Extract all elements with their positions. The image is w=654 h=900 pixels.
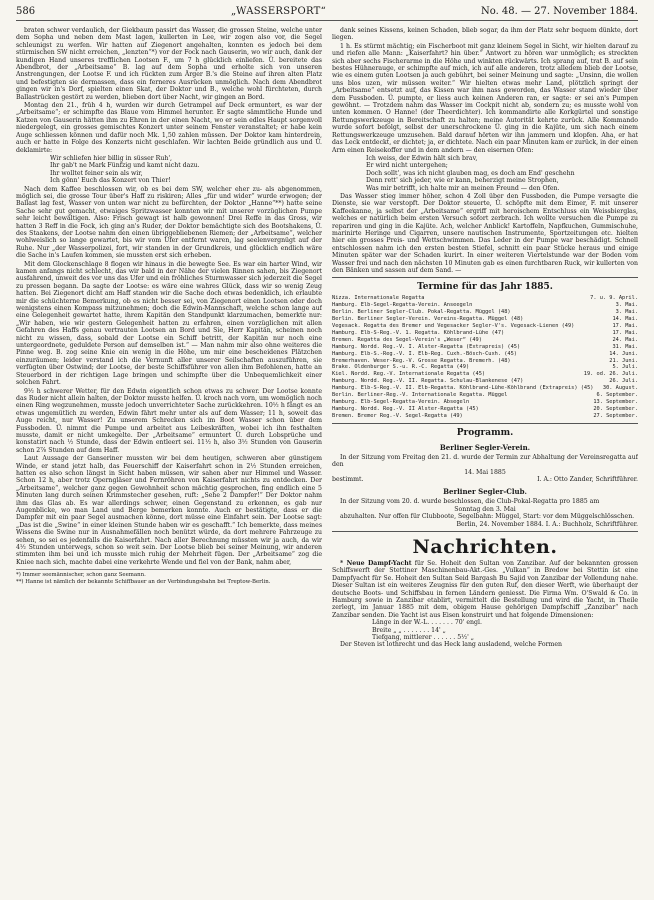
- paragraph: 1 h. Es stürmt mächtig; ein Fischerboot mit ganz kleinem Segel in Sicht, wir hielten darauf zu und riefen alle Mann: „Kaiserfahrt? hin über.“ Antwort zu hören war unmöglich; es streckten sich aber sechs Fischerarme in die Höhe und winkten rückwärts. Ich sprang auf, trat B. auf sein bestes Hühnerauge, er schimpfte auf mich, ich auf alle anderen, trotz alledem blieb der Lootse, wie es einem guten Lootsen ja auch gebührt, bei seiner Meinung und sagte: „Unsinn, die wollen uns blos uzen, wir müssen weiter.“ Wir hielten etwas mehr Land, plötzlich springt der „Arbeitsame“ entsetzt auf, das Kissen war ihm nass geworden, das Wasser stand wieder über dem Fussboden. Ü. pumpte, er liess auch keinen Anderen ran, er sagte: er sei an's Pumpen gewöhnt. — Trotzdem nahm das Wasser im Cockpit nicht ab, sondern zu; es musste wohl von unten kommen. O Hanne! (der Theerdichter). Ich kommandirte alle Korkgürtel und sonstige Rettungswerkzeuge in Bereitschaft zu halten; meine Autorität kehrte zurück. Alle Kommando wurde sofort befolgt, selbst der unerschrockene Ü. ging in die Kajüte, um sich nach einem Rettungswerkzeuge umzusehen. Bald darauf hörten wir ihn jammern und klopfen. Aha, er hat das Leck entdeckt, er dichtet; ja, er dichtete. Nach ein paar Minuten kam er zurück, in der einen Arm einen Reisekoffer und in dem andern — den eisernen Ofen:: [332, 42, 638, 154]
- termine-row: [332, 358, 638, 365]
- termine-row: [332, 309, 638, 316]
- bsc-text: In der Sitzung vom 20. d. wurde beschlossen, die Club-Pokal-Regatta pro 1885 am: [340, 498, 600, 506]
- termine-date: 24. Mai.: [612, 336, 638, 343]
- termine-event: Vegesack. Regatta des Bremer und Vegesacker Segler-V's. Vegesack-Lienen (49): [332, 323, 575, 330]
- termine-row: [332, 413, 638, 420]
- issue-line: No. 48. — 27. November 1884.: [480, 6, 638, 17]
- bsc-signature: Berlin, 24. November 1884. I. A.: Buchholz, Schriftführer.: [456, 520, 638, 528]
- bsv-date: 14. Mai 1885: [464, 468, 506, 476]
- left-column: [16, 27, 322, 897]
- right-column: [332, 27, 638, 897]
- paragraph: Das Wasser stieg immer höher, schon 4 Zoll über den Fussboden, die Pumpe versagte die Dienste, sie war verstopft. Der Doktor steuerte, Ü. schöpfte mit dem Eimer, F. mit unserer Kaffeekanne, ja selbst der „Arbeitsame“ ergriff mit heroischem Entschluss ein Weissbierglas, welches er natürlich beim ersten Versuch sofort zerbrach. Ich wollte versuchen die Pumpe zu repariren und ging in die Kajüte. Ach, welcher Anblick! Kartoffeln, Napfkuchen, Gummischuhe, marinirte Heringe und Cigarren, unsere nautischen Instrumente, Sportzeitungen etc. hielten hier ein grosses Preis- und Wettschwimmen. Das Leder in der Pumpe war beschädigt. Schnell entschlossen nahm ich den ersten besten Stiefel, schnitt ein paar Stücke heraus und einige Minuten später war der Schaden kurirt. In einer weiteren Viertelstunde war der Boden vom Wasser frei und nach den nächsten 10 Minuten gab es einen furchtbaren Ruck, wir kullerten von den Bänken und sassen auf dem Sand. —: [332, 192, 638, 274]
- termine-date: 27. September.: [593, 412, 638, 419]
- yacht-dimensions: [332, 619, 638, 641]
- poem: [332, 155, 638, 192]
- termine-row: [332, 351, 638, 358]
- termine-table: [332, 295, 638, 419]
- termine-event: Kiel. Nordd. Reg.-V. Internationale Regatta (45): [332, 371, 486, 378]
- news-item-label: * Neue Dampf-Yacht: [340, 559, 412, 567]
- termine-event: Bremerhaven. Weser-Reg.-V. Grosse Regatta. Bremerh. (48): [332, 357, 511, 364]
- bsv-notice: [332, 454, 638, 484]
- termine-event: Hamburg. Nordd. Reg.-V. II. Regatta. Schulau-Blankenese (47): [332, 378, 524, 385]
- termine-row: [332, 371, 638, 378]
- termine-date: 6. September.: [596, 392, 638, 399]
- poem-line: Ich weiss, der Edwin hält sich brav,: [366, 154, 478, 162]
- bsv-sign-right: I. A.: Otto Zander, Schriftführer.: [537, 475, 638, 483]
- paragraph: 9½ h schwerer Wetter, für den Edwin eigentlich schon etwas zu schwer. Der Lootse konnte das Ruder nicht allein halten, der Doktor musste helfen. Ü. kroch nach vorn, um womöglich noch einen Ring wegzunehmen, musste jedoch unverrichteter Sache zurückkehren. 10½ h fängt es an etwas ungemütlich zu werden, Edwin fährt mehr unter als auf dem Wasser; 11 h, soweit das Auge reicht, nur Wasser! Zu unserem Schrecken sich im Boot Wasser schon über dem Fussboden. Ü. nimmt die Pumpe und arbeitet aus Leibeskräften, wobei ich ihn festhalten musste, damit er nicht umkegelte. Der „Arbeitsame“ ermuntert Ü. durch Lobsprüche und konstatirt nach ½ Stunde, dass der Edwin entleert sei. 11½ h, also 3½ Stunden von Gauserin schon 2⅞ Stunden auf dem Haff.: [16, 387, 322, 454]
- termine-event: Hamburg. Elb-Segel-Regatta-Verein. Absegeln: [332, 399, 470, 405]
- termine-row: [332, 323, 638, 330]
- termine-event: Berlin. Berliner Segler-Verein. Vereins-Regatta. Müggel (48): [332, 316, 524, 323]
- termine-event: Nizza. Internationale Regatta: [332, 295, 425, 302]
- poem-line: Wir schliefen hier billig in süsser Ruh',: [50, 154, 172, 162]
- termine-heading: Termine für das Jahr 1885.: [417, 282, 553, 293]
- termine-event: Hamburg. Elb-S.-Reg.-V. I. Elb-Reg. Cuxh.-Bösch-Cuxh. (45): [332, 350, 517, 357]
- paragraph: Laut Aussage der Ganseriner mussten wir bei dem heutigen, schweren aber günstigem Winde, er stand jetzt halb, das Feuerschiff der Kaiserfahrt schon in 2½ Stunden erreichen, hatten es also schon längst in Sicht haben müssen, wir sahen aber nur Himmel und Wasser. Schon 12 h, aber trotz Operngläser und Fernröhren von Kaiserfahrt nichts zu entdecken. Der „Arbeitsame“, welcher ganz gegen Gewohnheit schon mächtig gesprochen, fing endlich eine 5 Minuten lang durch seinen Krimmstecher gesehen, ruft: „Sehe 2 Dampfer!“ Der Doktor nahm ihm das Glas ab. Es war allerdings schwer, einen Gegenstand zu erkennen, es gab nur Augenblicke, wo man Land und Berge bemerken konnte. Auch er bestätigte, dass er die Dampfer mit ein paar Segel ausmachen könne, dort müsse eine Einfahrt sein. Der Lootse sagt: „Das ist die „Swine“ in einer kleinen Stunde haben wir es geschafft.“ Ich bemerkte, dass meines Wissens die Swine nur in Ausnahmefällen noch benützt würde, da dort mehrere Fahrzeuge zu sehen, so sei es jedenfalls die Kaiserfahrt. Nach aller Berechnung müssten wir ja auch, da wir 4½ Stunden unterwegs, schon so weit sein. Der Lootse blieb bei seiner Meinung, wir anderen stimmten ihm bei und ich musste mich ruhig der Mehrheit fügen. Der „Arbeitsame“ zog die Kniee nach sich, machte dabei eine verkehrte Wende und fiel von der Bank, nahm aber,: [16, 455, 322, 566]
- termine-event: Bremen. Bremer Reg.-V. Segel-Regatta (49): [332, 412, 463, 419]
- termine-row: [332, 330, 638, 337]
- termine-date: 19. od. 26. Juli.: [583, 371, 638, 378]
- poem-line: Doch sollt', was ich nicht glauben mag, es doch am End' geschehn: [366, 169, 575, 177]
- termine-event: Berlin. Berliner Segler-Club. Pokal-Regatta. Müggel (48): [332, 309, 511, 316]
- bsc-text2: abzuhalten. Nur offen für Clubboote, Segelbahn: Müggel, Start: vor dem Müggelschlösschen.: [340, 513, 635, 521]
- divider: [332, 277, 638, 278]
- termine-event: Hamburg. Nordd. Reg.-V. II Alster-Regatta (45): [332, 405, 479, 412]
- termine-event: Bremen. Regatta des Segel-Verein's „Weser“ (49): [332, 336, 482, 343]
- news-item: [332, 560, 638, 619]
- poem: [16, 155, 322, 185]
- footnote: *) Immer seemännischer, schon ganz Seemann.: [16, 572, 146, 579]
- dimension-row: Tiefgang, mittlerer . . . . . . 5½' „: [372, 634, 475, 642]
- termine-row: [332, 399, 638, 406]
- page-number: 586: [16, 6, 36, 17]
- termine-date: 17. Mai.: [612, 329, 638, 336]
- divider: [332, 423, 638, 424]
- two-column-body: [16, 27, 638, 897]
- nachrichten-heading: Nachrichten.: [412, 535, 558, 558]
- poem-line: Was mir betrifft, ich halte mir an meinen Freund — den Ofen.: [366, 184, 560, 192]
- termine-row: [332, 406, 638, 413]
- termine-date: 3. Mai.: [615, 302, 638, 309]
- termine-row: [332, 378, 638, 385]
- termine-row: [332, 385, 638, 392]
- termine-date: 30. August.: [602, 385, 638, 392]
- termine-date: 3. Mai.: [615, 309, 638, 316]
- dimension-row: Länge in der W.-L. . . . . . . 70' engl.: [372, 619, 482, 627]
- bsc-heading: Berliner Segler-Club.: [443, 487, 527, 497]
- programm-heading: Programm.: [456, 427, 514, 438]
- poem-line: Ihr wolltet feiner sein als wir,: [50, 169, 143, 177]
- termine-date: 31. Mai.: [612, 343, 638, 350]
- paragraph: Montag den 21., früh 4 h, wurden wir durch Getrampel auf Deck ermuntert, es war der „Arbeitsame“; er schimpfte das Blaue vom Himmel herunter. Er sagte sämmtliche Hunde und Katzen von Gauserin hätten ihm zu Ehren in der einen Nacht, wo er sein edles Haupt sorgenvoll niedergelegt, ein grosses gemischtes Konzert unter seinem Fenster veranstaltet; er habe kein Auge schliessen können und dafür noch Mk. 1,50 zahlen müssen. Der Doktor kam hinterdrein, auch er hatte in Folge des Konzerts nicht geschlafen. Wir lachten Beide gründlich aus und Ü. deklamirte:: [16, 102, 322, 154]
- termine-event: Hamburg. Elb-S-Reg.-V. II. Elb-Regatta. Köhlbrand-Lühe-Köhlbrand (Extrapreis) (45): [332, 385, 594, 392]
- termine-row: [332, 392, 638, 399]
- bsc-notice: [332, 498, 638, 528]
- termine-event: Hamburg. Nordd. Reg.-V. I. Alster-Regatta (Extrapreis) (45): [332, 343, 521, 350]
- termine-date: 14. Mai.: [612, 316, 638, 323]
- termine-event: Hamburg. Elb-S-Reg.-V. 1. Regatta. Köhlbrand-Lühe (47): [332, 329, 505, 336]
- poem-line: Ihr gab't ne Mark Fünfzig und kamt nicht dazu.: [50, 162, 200, 170]
- paragraph: Mit dem Glockenschlage 8 flogen wir hinaus in die bewegte See. Es war ein harter Wind, wir kamen anfangs nicht schlecht, das wir bald in der Nähe der vielen Rinnen sahen, bis Ziegenort ausfahrend, unweit des vor uns das Ufer und ein fröhliches Sturmwasser sich jederzeit die Segel zu pressen begann. Da sagte der Lootse: es wäre eine wahres Glück, dass wir so wenig Zeug hatten. Bei Ziegenort dicht am Haff standen wir die Sache doch etwas bedenklich, ich erlaubte mir die schüchterne Bemerkung, ob es nicht besser sei, von Ziegenort einen Lootsen oder doch wenigstens einen Kompass mitzunehmen; doch die Edwin-Mannschaft, welche schon lange auf eine Gelegenheit gewartet hatte, ihrem Kapitän den Standpunkt klarzumachen, bemerkte nur: „Wir haben, wie wir gestern Gelegenheit hatten zu erfahren, einen vorzüglichen mit allen Gefahren des Haffs genau vertrauten Lootsen an Bord und Sie, Herr Kapitän, scheinen noch nicht zu wissen, dass, sobald der Lootse ein Schiff betritt, der Kapitän nur noch eine untergeordnete, geduldete Person auf demselben ist.“ — Man nahm mir also ohne weiteres die Pinne weg. B. zog seine Knie ein wenig in die Höhe, um mir eine bescheidenes Plätzchen einzuräumen; leider verstand ich die Vernunft aller unserer Seilschaften auszuführen, sie verfügten über Ostwind; der Lootse, der beste Schiffsführer von allen ihm Befohlenen, hatte an Steuerbord in der richtigen Lage bringen und schimpfte über die Unbequemlichkeit einer solchen Fahrt.: [16, 260, 322, 387]
- bsc-date: Sonntag den 3. Mai: [454, 505, 516, 513]
- dimension-row: Breite „ „ . . . . . . . 14' „: [372, 626, 446, 634]
- poem-line: Ich gönn' Euch das Konzert von Thier!: [50, 177, 171, 185]
- bsv-signature: [332, 476, 638, 483]
- paragraph: dank seines Kissens, keinen Schaden, blieb sogar, da ihm der Platz sehr bequem dünkte, dort liegen.: [332, 27, 638, 42]
- termine-event: Brake. Oldenburger S.-u. R.-C. Regatta (49): [332, 364, 470, 371]
- termine-date: 14. Juni.: [609, 350, 638, 357]
- termine-row: [332, 295, 638, 302]
- termine-event: Hamburg. Elb-Segel-Regatta-Verein. Anseegeln: [332, 302, 473, 309]
- termine-date: 21. Juni.: [609, 357, 638, 364]
- page-header: [16, 6, 638, 21]
- paragraph: braten schwer verdaulich, der Giekbaum passirt das Wasser, die grossen Steine, welche unter dem Sopha und neben dem Mast lagen, kullerten in Lee, wir zogen also vor, die Segel schleunigst zu werfen. Wir hatten auf Ziegenort angehalten, konnten es jedoch bei dem stürmischen SW nicht erreichen, „lenzten“*) vor der Fock nach Gauserin, wo wir auch, dank der kundigen Hand unseres trefflichen Lootsen F., um 7 h glücklich einliefen. Ü. bereitete das Abendbrot, der „Arbeitsame“ B. lag auf dem Sopha und erholte sich von unseren Anstrengungen, der Lootse F. und ich rückten zum Ärger B.'s die Steine auf ihren alten Platz und befestigten sie dermassen, dass ein ferneres Ausrücken unmöglich. Nach dem Abendbrot gingen wir in's Dorf, spielten einen Skat, der Doktor und B., welche wohl fürchteten, durch Ballastrücken gestört zu werden, blieben dort über Nacht, wir gingen an Bord.: [16, 27, 322, 101]
- termine-date: 20. September.: [593, 405, 638, 412]
- termine-row: [332, 337, 638, 344]
- divider: [332, 531, 638, 532]
- termine-date: 26. Juli.: [609, 378, 638, 385]
- bsv-text: In der Sitzung vom Freitag den 21. d. wurde der Termin zur Abhaltung der Vereinsregatta auf den: [332, 453, 638, 469]
- bsv-heading: Berliner Segler-Verein.: [439, 442, 531, 452]
- termine-date: 5. Juli.: [612, 364, 638, 371]
- news-item-continuation: Der Steven ist lothrecht und das Heck lang ausladend, welche Formen: [340, 641, 563, 649]
- footnotes: [16, 569, 322, 585]
- news-item-text: für Se. Hoheit den Sultan von Zanzibar. Auf der bekannten grossen Schiffswerft der Stettiner Maschinenbau-Akt.-Ges. „Vulkan“ in Bredow bei Stettin ist eine Dampfyacht für Se. Hoheit den Sultan Seid Bargash Bu Sajid von Zanzibar der Vollendung nahe. Dieser Sultan ist ein weiteres Zeugniss für den guten Ruf, den dieser Werft, wie überhaupt der deutsche Boots- und Schiffsbau in fernen Ländern geniesst. Die Firma Wm. O'Swald & Co. in Hamburg sowie in Zanzibar etablirt, vermittelt die Bestellung und wird die Yacht, in Theile zerlegt, im Januar 1885 mit dem, obigem Hause gehörigen Dampfschiff „Zanzibar“ nach Zanzibar senden. Die Yacht ist aus Eisen konstruirt und hat folgende Dimensionen:: [332, 559, 638, 619]
- termine-row: [332, 302, 638, 309]
- termine-row: [332, 364, 638, 371]
- poem-line: Denn rett' sich jeder, wie er kann, beherzigt meine Strophen,: [366, 177, 559, 185]
- termine-row: [332, 344, 638, 351]
- bsv-sign-left: bestimmt.: [332, 475, 364, 483]
- termine-date: 7. u. 9. April.: [590, 295, 638, 302]
- termine-row: [332, 316, 638, 323]
- paragraph: Nach dem Kaffee beschlossen wir, ob es bei dem SW, welcher eher zu- als abgenommen, möglich sei, die grosse Tour über's Haff zu riskiren; Alles „für und wider“ wurde erwogen; der Ballast lag fest, Wasser von unten war nicht zu befürchten, der Doktor „Hanne“**) hatte seine Sache sehr gut gemacht, etwaiges Spritzwasser konnten wir mit unserer vorzüglichen Pumpe sehr leicht bewältigen. Also: Frisch gewagt ist halb gewonnen! Drei Reffe in das Gross, wir hatten 3 Reff in die Fock, ich ging an's Ruder, der Doktor bemächtigte sich des Bootshakens, Ü. des Staakens, der Lootse nahm den einen übriggebliebenen Riemen; der „Arbeitsame“, welcher wohlweislich so lange gewartet, bis wir vom Ufer entfernt waren, lag seelenvergnügt auf der Ruhe. Nur „der Wasserpolizei, fort, wir standen in der Grundkreis, und glücklich endlich wäre die Sache in's Laufen kommen, sie mussten erst sich erheben.: [16, 185, 322, 260]
- footnote: **) Hanne ist nämlich der bekannte Schiffbauer an der Verbindungsbahn bei Treptow-Berlin.: [16, 578, 271, 585]
- journal-title: „WASSERSPORT“: [230, 6, 326, 17]
- termine-date: 17. Mai.: [612, 323, 638, 330]
- termine-event: Berlin. Berliner-Reg.-V. Internationale Regatta. Müggel: [332, 392, 508, 399]
- termine-date: 13. September.: [593, 399, 638, 405]
- poem-line: Er wird nicht untergehen;: [366, 162, 448, 170]
